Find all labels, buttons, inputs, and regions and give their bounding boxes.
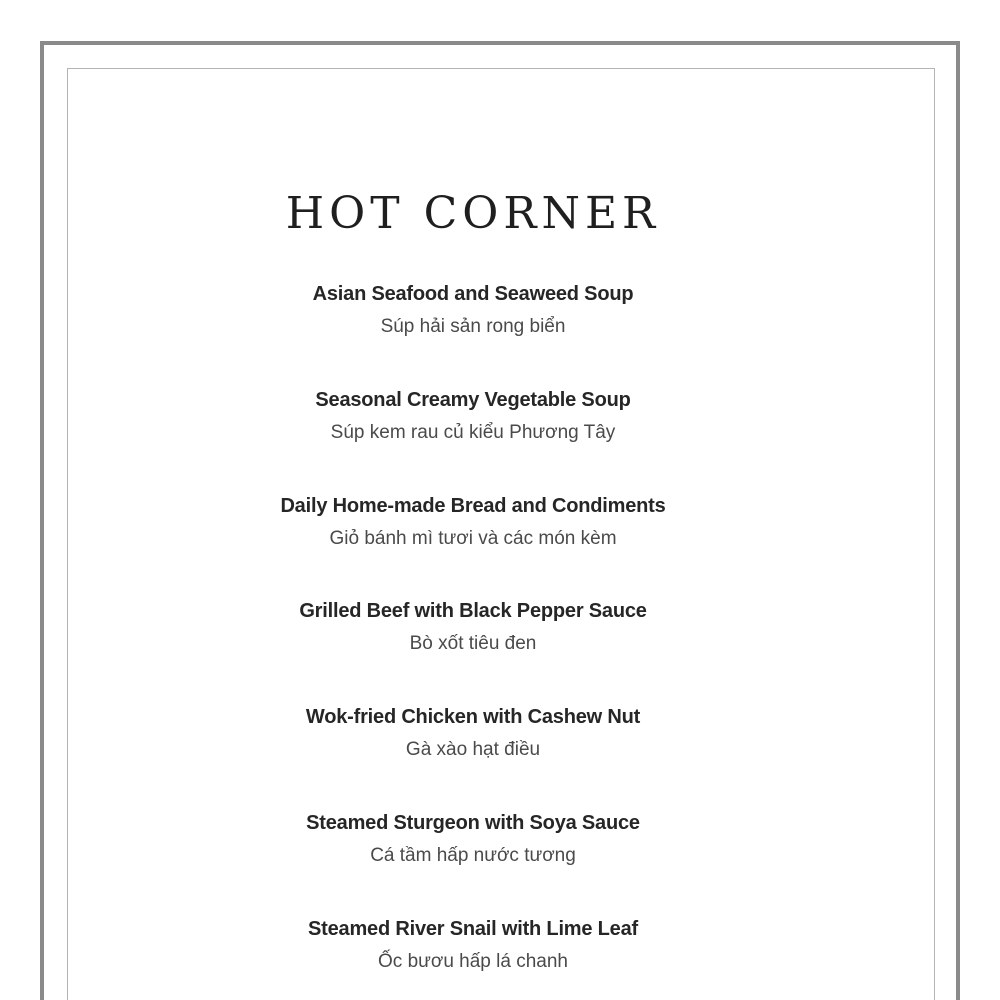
dish-name-vietnamese: Cá tầm hấp nước tương: [370, 844, 576, 866]
menu-item: [0, 278, 946, 384]
dish-name-vietnamese: Ốc bươu hấp lá chanh: [378, 950, 568, 972]
menu-item: [0, 701, 946, 807]
dish-name-vietnamese: Súp hải sản rong biển: [380, 316, 566, 337]
menu-item: [0, 490, 946, 596]
menu-item: [0, 807, 946, 913]
menu-item: [0, 913, 946, 1000]
menu-list: [0, 278, 946, 1000]
menu-item: [0, 384, 946, 490]
dish-name-english: Wok-fried Chicken with Cashew Nut: [305, 706, 641, 729]
dish-name-vietnamese: Giỏ bánh mì tươi và các món kèm: [329, 527, 617, 549]
dish-name-english: Seasonal Creamy Vegetable Soup: [315, 388, 631, 411]
dish-name-english: Grilled Beef with Black Pepper Sauce: [299, 600, 647, 623]
menu-title: HOT CORNER: [285, 188, 661, 239]
dish-name-english: Daily Home-made Bread and Condiments: [280, 494, 666, 517]
dish-name-english: Steamed Sturgeon with Soya Sauce: [306, 811, 640, 834]
dish-name-vietnamese: Bò xốt tiêu đen: [409, 633, 537, 655]
menu-item: [0, 595, 946, 701]
dish-name-english: Asian Seafood and Seaweed Soup: [312, 283, 634, 305]
dish-name-vietnamese: Súp kem rau củ kiểu Phương Tây: [330, 421, 616, 443]
dish-name-vietnamese: Gà xào hạt điều: [405, 739, 541, 761]
dish-name-english: Steamed River Snail with Lime Leaf: [308, 917, 638, 940]
